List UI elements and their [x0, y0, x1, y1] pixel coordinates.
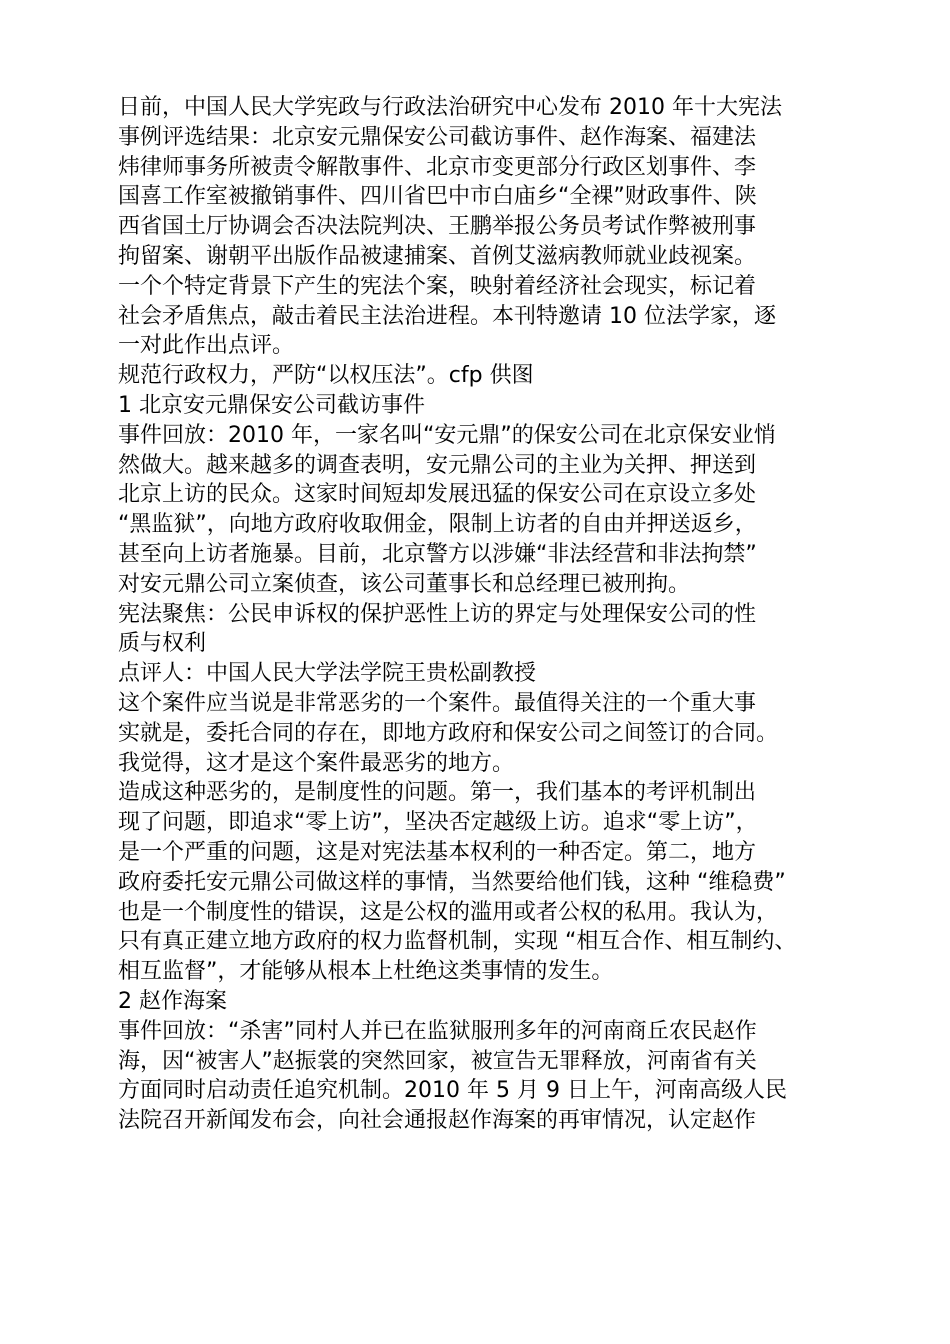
text-line: 我觉得，这才是这个案件最恶劣的地方。 [118, 750, 515, 776]
text-line: 对安元鼎公司立案侦查，该公司董事长和总经理已被刑拘。 [118, 571, 691, 597]
text-line: 事件回放：“杀害”同村人并已在监狱服刑多年的河南商丘农民赵作 [118, 1018, 757, 1044]
text-line: 国喜工作室被撤销事件、四川省巴中市白庙乡“全裸”财政事件、陕 [118, 184, 757, 210]
text-line: 相互监督”，才能够从根本上杜绝这类事情的发生。 [118, 959, 614, 985]
text-line: 北京上访的民众。这家时间短却发展迅猛的保安公司在京设立多处 [118, 482, 757, 508]
text-line: 一对此作出点评。 [118, 333, 295, 359]
photo-caption: 规范行政权力，严防“以权压法”。cfp 供图 [118, 363, 534, 389]
text-line: 事件回放：2010 年，一家名叫“安元鼎”的保安公司在北京保安业悄 [118, 422, 776, 448]
text-line: 海，因“被害人”赵振裳的突然回家，被宣告无罪释放，河南省有关 [118, 1048, 757, 1074]
text-line: 质与权利 [118, 631, 207, 657]
text-line: 方面同时启动责任追究机制。2010 年 5 月 9 日上午，河南高级人民 [118, 1078, 787, 1104]
text-line: “黑监狱”，向地方政府收取佣金，限制上访者的自由并押送返乡， [118, 512, 757, 538]
text-line: 也是一个制度性的错误，这是公权的滥用或者公权的私用。我认为， [118, 899, 779, 925]
text-line: 然做大。越来越多的调查表明，安元鼎公司的主业为关押、押送到 [118, 452, 757, 478]
text-line: 法院召开新闻发布会，向社会通报赵作海案的再审情况，认定赵作 [118, 1108, 757, 1134]
section-heading: 1 北京安元鼎保安公司截访事件 [118, 392, 425, 418]
text-line: 甚至向上访者施暴。目前，北京警方以涉嫌“非法经营和非法拘禁” [118, 541, 757, 567]
text-line: 西省国土厅协调会否决法院判决、王鹏举报公务员考试作弊被刑事 [118, 214, 757, 240]
text-line: 这个案件应当说是非常恶劣的一个案件。最值得关注的一个重大事 [118, 690, 757, 716]
text-line: 日前，中国人民大学宪政与行政法治研究中心发布 2010 年十大宪法 [118, 95, 782, 120]
text-line: 炜律师事务所被责令解散事件、北京市变更部分行政区划事件、李 [118, 154, 757, 180]
text-line: 社会矛盾焦点，敲击着民主法治进程。本刊特邀请 10 位法学家，逐 [118, 303, 776, 329]
text-line: 政府委托安元鼎公司做这样的事情，当然要给他们钱，这种 “维稳费” [118, 869, 786, 895]
document-body [118, 93, 838, 1136]
text-line: 是一个严重的问题，这是对宪法基本权利的一种否定。第二，地方 [118, 839, 757, 865]
text-line: 实就是，委托合同的存在，即地方政府和保安公司之间签订的合同。 [118, 720, 779, 746]
text-line: 造成这种恶劣的，是制度性的问题。第一，我们基本的考评机制出 [118, 780, 757, 806]
commentator-line: 点评人：中国人民大学法学院王贵松副教授 [118, 661, 537, 687]
text-line: 宪法聚焦：公民申诉权的保护恶性上访的界定与处理保安公司的性 [118, 601, 757, 627]
text-line: 现了问题，即追求“零上访”，坚决否定越级上访。追求“零上访”， [118, 810, 758, 836]
section-heading: 2 赵作海案 [118, 988, 227, 1014]
text-line: 只有真正建立地方政府的权力监督机制，实现 “相互合作、相互制约、 [118, 929, 797, 955]
text-line: 一个个特定背景下产生的宪法个案，映射着经济社会现实，标记着 [118, 273, 757, 299]
text-line: 事例评选结果：北京安元鼎保安公司截访事件、赵作海案、福建法 [118, 124, 757, 150]
text-line: 拘留案、谢朝平出版作品被逮捕案、首例艾滋病教师就业歧视案。 [118, 243, 757, 269]
